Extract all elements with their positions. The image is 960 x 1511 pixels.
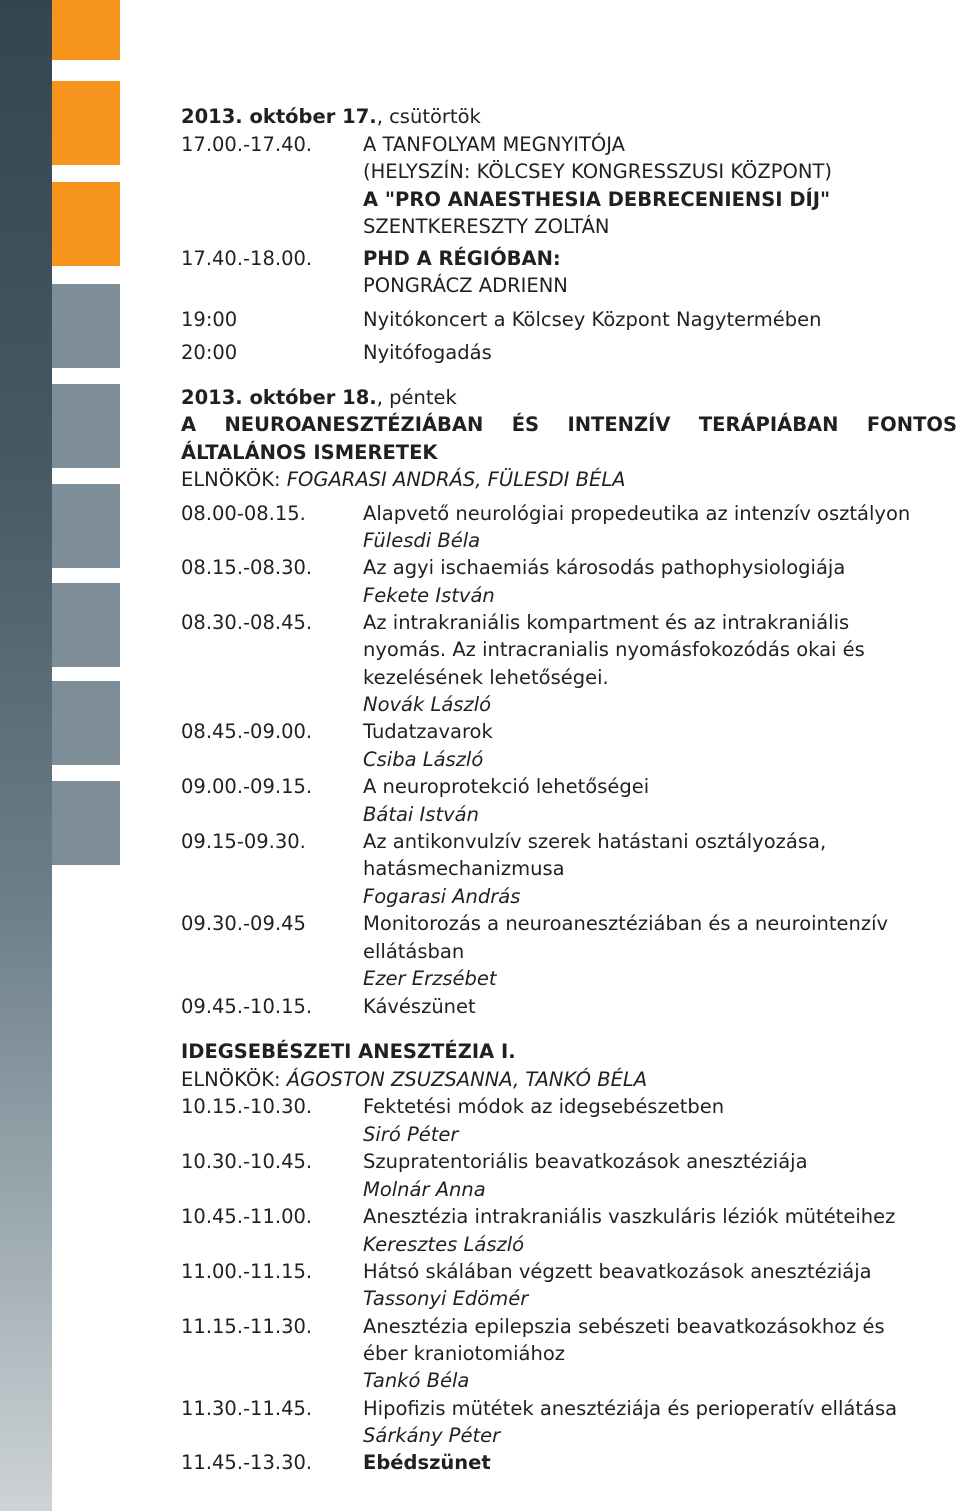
time: 08.00-08.15. <box>181 502 306 525</box>
speaker: Fogarasi András <box>363 885 521 908</box>
day-heading: 2013. október 18., péntek <box>181 386 457 409</box>
orange-square <box>52 81 120 165</box>
chairs: ELNÖKÖK: FOGARASI ANDRÁS, FÜLESDI BÉLA <box>181 468 626 491</box>
talk-title: Az intrakraniális kompartment és az intrakraniális <box>363 611 850 634</box>
talk-title: PHD A RÉGIÓBAN: <box>363 247 561 270</box>
section-title-cont: ÁLTALÁNOS ISMERETEK <box>181 441 438 464</box>
talk-title-cont: hatásmechanizmusa <box>363 857 565 880</box>
decorative-sidebar <box>0 0 52 1511</box>
time: 10.45.-11.00. <box>181 1205 313 1228</box>
venue: (HELYSZÍN: KÖLCSEY KONGRESSZUSI KÖZPONT) <box>363 160 832 183</box>
speaker: Novák László <box>363 693 492 716</box>
talk-title: Az antikonvulzív szerek hatástani osztályozása, <box>363 830 827 853</box>
time: 09.45.-10.15. <box>181 995 313 1018</box>
time: 11.45.-13.30. <box>181 1451 313 1474</box>
time: 09.30.-09.45 <box>181 912 306 935</box>
gray-square <box>52 484 120 568</box>
talk-title: Anesztézia epilepszia sebészeti beavatkozásokhoz és <box>363 1315 885 1338</box>
gray-square <box>52 284 120 368</box>
time: 08.45.-09.00. <box>181 720 313 743</box>
gray-square <box>52 384 120 468</box>
day-heading: 2013. október 17., csütörtök <box>181 105 481 128</box>
talk-title: Monitorozás a neuroanesztéziában és a neurointenzív <box>363 912 889 935</box>
gray-square <box>52 781 120 865</box>
time: 20:00 <box>181 341 238 364</box>
section-title: A NEUROANESZTÉZIÁBAN ÉS INTENZÍV TERÁPIÁBAN FONTOS <box>181 413 957 436</box>
talk-title: A TANFOLYAM MEGNYITÓJA <box>363 133 625 156</box>
gray-square <box>52 583 120 667</box>
talk-title: Az agyi ischaemiás károsodás pathophysiologiája <box>363 556 846 579</box>
speaker: Bátai István <box>363 803 479 826</box>
talk-title-cont: éber kraniotomiához <box>363 1342 566 1365</box>
talk-title: Tudatzavarok <box>363 720 493 743</box>
speaker: Keresztes László <box>363 1233 525 1256</box>
time: 11.00.-11.15. <box>181 1260 313 1283</box>
speaker: Csiba László <box>363 748 484 771</box>
talk-title: Szupratentoriális beavatkozások anesztéziája <box>363 1150 808 1173</box>
talk-title: Hipofizis mütétek anesztéziája és perioperatív ellátása <box>363 1397 898 1420</box>
talk-title-cont: nyomás. Az intracranialis nyomásfokozódás okai és <box>363 638 865 661</box>
talk-title: A neuroprotekció lehetőségei <box>363 775 650 798</box>
speaker: Tankó Béla <box>363 1369 470 1392</box>
chairs: ELNÖKÖK: ÁGOSTON ZSUZSANNA, TANKÓ BÉLA <box>181 1068 648 1091</box>
time: 09.00.-09.15. <box>181 775 313 798</box>
talk-title: Anesztézia intrakraniális vaszkuláris léziók mütéteihez <box>363 1205 896 1228</box>
break-title: Kávészünet <box>363 995 476 1018</box>
time: 10.30.-10.45. <box>181 1150 313 1173</box>
speaker: Ezer Erzsébet <box>363 967 497 990</box>
time: 17.40.-18.00. <box>181 247 313 270</box>
session-title: IDEGSEBÉSZETI ANESZTÉZIA I. <box>181 1040 516 1063</box>
time: 11.30.-11.45. <box>181 1397 313 1420</box>
talk-title-cont: kezelésének lehetőségei. <box>363 666 609 689</box>
time: 11.15.-11.30. <box>181 1315 313 1338</box>
speaker: Siró Péter <box>363 1123 459 1146</box>
talk-title: Fektetési módok az idegsebészetben <box>363 1095 725 1118</box>
speaker: PONGRÁCZ ADRIENN <box>363 274 568 297</box>
decorative-squares <box>52 0 120 1511</box>
speaker: Fülesdi Béla <box>363 529 481 552</box>
event-title: Nyitófogadás <box>363 341 492 364</box>
talk-title: Alapvető neurológiai propedeutika az intenzív osztályon <box>363 502 911 525</box>
lunch-title: Ebédszünet <box>363 1451 491 1474</box>
event-title: Nyitókoncert a Kölcsey Központ Nagytermében <box>363 308 822 331</box>
orange-square <box>52 182 120 266</box>
talk-title: Hátsó skálában végzett beavatkozások anesztéziája <box>363 1260 872 1283</box>
time: 08.30.-08.45. <box>181 611 313 634</box>
orange-square <box>52 0 120 60</box>
gray-square <box>52 681 120 765</box>
time: 10.15.-10.30. <box>181 1095 313 1118</box>
speaker: Sárkány Péter <box>363 1424 501 1447</box>
time: 19:00 <box>181 308 238 331</box>
speaker: Molnár Anna <box>363 1178 486 1201</box>
speaker: SZENTKERESZTY ZOLTÁN <box>363 215 610 238</box>
time: 08.15.-08.30. <box>181 556 313 579</box>
talk-title-cont: ellátásban <box>363 940 465 963</box>
speaker: Tassonyi Edömér <box>363 1287 529 1310</box>
speaker: Fekete István <box>363 584 495 607</box>
time: 09.15-09.30. <box>181 830 306 853</box>
time: 17.00.-17.40. <box>181 133 313 156</box>
award-title: A "PRO ANAESTHESIA DEBRECENIENSI DÍJ" <box>363 188 831 211</box>
